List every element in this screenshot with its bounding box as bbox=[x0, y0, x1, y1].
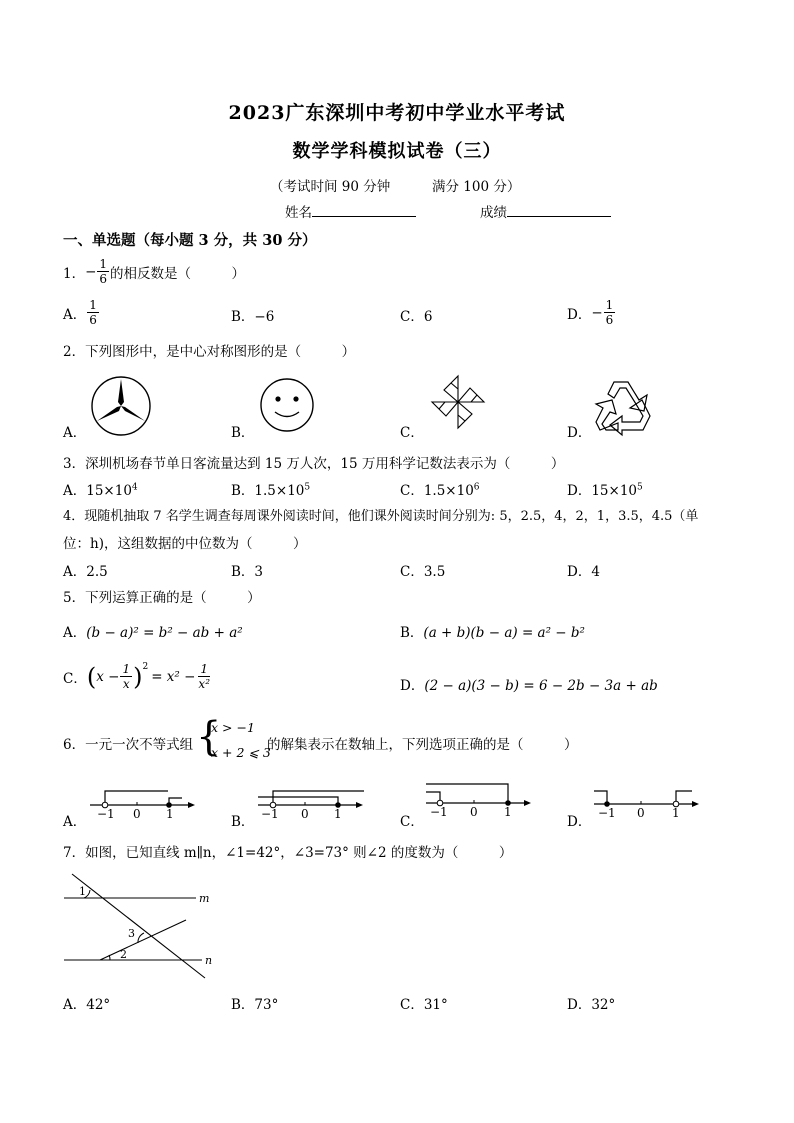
q5-option-a[interactable] bbox=[63, 621, 243, 641]
question-5-stem: 5．下列运算正确的是（ ） bbox=[63, 590, 261, 606]
q5-d-expr: (2 − a)(3 − b) = 6 − 2b − 3a + ab bbox=[424, 678, 658, 694]
q6-number-line-a bbox=[88, 785, 198, 821]
q7-label-m: m bbox=[199, 892, 210, 905]
q1-number: 1． bbox=[63, 265, 86, 282]
q6-a-tick-0: 0 bbox=[133, 807, 141, 821]
question-3-stem: 3．深圳机场春节单日客流量达到 15 万人次，15 万用科学记数法表示为（ ） bbox=[63, 456, 565, 472]
q2-figure-pinwheel bbox=[427, 372, 489, 432]
exam-title: 2023广东深圳中考初中学业水平考试 bbox=[228, 102, 566, 124]
q6-b-tick-1: 1 bbox=[334, 807, 342, 821]
q5-d-label: D． bbox=[400, 678, 425, 694]
q3-a-exp: 4 bbox=[131, 482, 138, 493]
q3-a-base: A．15×10 bbox=[63, 483, 132, 499]
question-4-stem-line2: 位：h)，这组数据的中位数为（ ） bbox=[63, 536, 307, 552]
q5-option-d[interactable] bbox=[400, 674, 658, 694]
q2-option-a[interactable]: A． bbox=[63, 425, 87, 441]
q6-number-line-d bbox=[592, 783, 704, 820]
question-7-stem: 7．如图，已知直线 m∥n，∠1=42°，∠3=73° 则∠2 的度数为（ ） bbox=[63, 845, 513, 861]
q5-option-b[interactable] bbox=[400, 621, 585, 641]
q1-frac-den: 6 bbox=[99, 272, 108, 286]
exam-subtitle: 数学学科模拟试卷（三） bbox=[292, 141, 502, 162]
q7-option-b[interactable]: B．73° bbox=[231, 997, 279, 1013]
name-field-row bbox=[285, 201, 416, 221]
q5-a-label: A． bbox=[63, 625, 87, 641]
q1-a-num: 1 bbox=[89, 298, 97, 312]
q6-number-line-b bbox=[256, 785, 368, 821]
q6-d-tick-0: 0 bbox=[637, 806, 645, 820]
q2-figure-tri-blade bbox=[88, 374, 154, 440]
q5-c-num: 1 bbox=[122, 662, 131, 676]
q3-c-exp: 6 bbox=[473, 482, 480, 493]
q7-parallel-lines-figure bbox=[62, 870, 222, 982]
q6-system-brace: { bbox=[196, 714, 222, 760]
q2-figure-recycle bbox=[592, 378, 656, 434]
q6-a-tick-neg1: −1 bbox=[97, 807, 115, 821]
q5-c-x: x − bbox=[96, 668, 120, 685]
q6-option-a[interactable]: A． bbox=[63, 814, 87, 830]
q2-figure-smiley bbox=[257, 376, 317, 434]
question-6-stem-head: 6．一元一次不等式组 bbox=[63, 737, 194, 753]
q6-c-tick-0: 0 bbox=[470, 805, 478, 819]
q5-c-den: x bbox=[122, 677, 130, 691]
q4-option-c[interactable]: C．3.5 bbox=[400, 564, 446, 580]
q7-angle-3: 3 bbox=[128, 927, 135, 940]
question-1-stem bbox=[63, 257, 245, 286]
q1-d-fraction bbox=[604, 298, 616, 327]
question-4-stem-line1: 4．现随机抽取 7 名学生调查每周课外阅读时间，他们课外阅读时间分别为: 5，2.5，4，2，1，3.5，4.5（单 bbox=[63, 509, 699, 524]
q5-c-den2: x² bbox=[198, 677, 210, 691]
q2-option-c[interactable]: C． bbox=[400, 425, 424, 441]
q6-a-tick-1: 1 bbox=[166, 807, 174, 821]
q6-option-c[interactable]: C． bbox=[400, 814, 424, 830]
q5-c-eq: = x² − bbox=[151, 668, 196, 685]
grade-label: 成绩 bbox=[480, 205, 507, 221]
q2-option-d[interactable]: D． bbox=[567, 425, 592, 441]
q6-d-tick-1: 1 bbox=[672, 806, 680, 820]
name-label: 姓名 bbox=[285, 205, 312, 221]
exam-time-info: （考试时间 90 分钟 bbox=[270, 179, 391, 195]
q3-b-exp: 5 bbox=[304, 482, 311, 493]
exam-score-info: 满分 100 分） bbox=[432, 179, 521, 195]
q4-option-b[interactable]: B．3 bbox=[231, 564, 264, 580]
q5-c-square: 2 bbox=[142, 662, 149, 672]
q6-c-tick-1: 1 bbox=[504, 805, 512, 819]
q5-option-c[interactable] bbox=[63, 662, 213, 691]
q1-d-den: 6 bbox=[605, 313, 614, 327]
q7-angle-1: 1 bbox=[79, 885, 86, 898]
q5-c-lparen: ( bbox=[86, 662, 97, 691]
q3-c-base: C．1.5×10 bbox=[400, 483, 474, 499]
q3-d-exp: 5 bbox=[637, 482, 643, 493]
q3-d-base: D．15×10 bbox=[567, 483, 637, 499]
q1-d-num: 1 bbox=[605, 298, 614, 312]
q5-b-label: B． bbox=[400, 625, 424, 641]
q6-c-tick-neg1: −1 bbox=[430, 805, 448, 819]
q1-d-minus: − bbox=[591, 304, 603, 321]
question-2-stem: 2．下列图形中，是中心对称图形的是（ ） bbox=[63, 344, 356, 360]
q5-c-rparen: ) bbox=[133, 662, 143, 691]
q6-inequality-1: x > −1 bbox=[211, 720, 255, 735]
q2-option-b[interactable]: B． bbox=[231, 425, 255, 441]
q5-a-expr: (b − a)² = b² − ab + a² bbox=[86, 625, 243, 641]
q7-option-d[interactable]: D．32° bbox=[567, 997, 616, 1013]
q3-option-b[interactable] bbox=[231, 479, 310, 499]
q5-c-num2: 1 bbox=[200, 662, 209, 676]
name-input-line[interactable] bbox=[312, 202, 416, 217]
q1-frac-num: 1 bbox=[99, 257, 108, 271]
q1-option-b[interactable]: B．−6 bbox=[231, 309, 275, 325]
q4-option-d[interactable]: D．4 bbox=[567, 564, 600, 580]
question-6-stem-tail: 的解集表示在数轴上，下列选项正确的是（ ） bbox=[267, 737, 578, 753]
q1-a-fraction bbox=[87, 298, 99, 327]
q6-inequality-2: x + 2 ⩽ 3 bbox=[211, 745, 271, 760]
q1-a-label: A． bbox=[63, 306, 87, 323]
q1-fraction bbox=[97, 257, 109, 286]
q3-b-base: B．1.5×10 bbox=[231, 483, 305, 499]
q5-c-label: C． bbox=[63, 670, 87, 687]
q3-option-d[interactable] bbox=[567, 479, 643, 499]
q5-c-fraction2 bbox=[196, 662, 212, 691]
q4-option-a[interactable]: A．2.5 bbox=[63, 564, 108, 580]
q7-option-c[interactable]: C．31° bbox=[400, 997, 448, 1013]
section-heading: 一、单选题（每小题 3 分，共 30 分） bbox=[63, 232, 317, 249]
q7-option-a[interactable]: A．42° bbox=[63, 997, 111, 1013]
q6-number-line-c bbox=[424, 780, 536, 819]
q5-b-expr: (a + b)(b − a) = a² − b² bbox=[423, 625, 585, 641]
grade-field-row bbox=[480, 201, 611, 221]
grade-input-line[interactable] bbox=[507, 202, 611, 217]
q1-option-a[interactable] bbox=[63, 298, 100, 327]
q1-d-label: D． bbox=[567, 306, 592, 323]
q7-label-n: n bbox=[205, 954, 213, 967]
q6-option-b[interactable]: B． bbox=[231, 814, 255, 830]
q1-a-den: 6 bbox=[89, 313, 97, 327]
q1-stem-tail: 的相反数是（ ） bbox=[110, 265, 246, 282]
q7-angle-2: 2 bbox=[120, 948, 127, 961]
q5-c-fraction bbox=[120, 662, 132, 691]
q3-option-a[interactable] bbox=[63, 479, 138, 499]
q1-option-d[interactable] bbox=[567, 298, 616, 327]
q6-b-tick-0: 0 bbox=[301, 807, 309, 821]
q6-option-d[interactable]: D． bbox=[567, 814, 592, 830]
q6-b-tick-neg1: −1 bbox=[261, 807, 279, 821]
q1-minus: − bbox=[85, 263, 97, 280]
q3-option-c[interactable] bbox=[400, 479, 480, 499]
q1-option-c[interactable]: C．6 bbox=[400, 309, 433, 325]
q6-d-tick-neg1: −1 bbox=[598, 806, 616, 820]
